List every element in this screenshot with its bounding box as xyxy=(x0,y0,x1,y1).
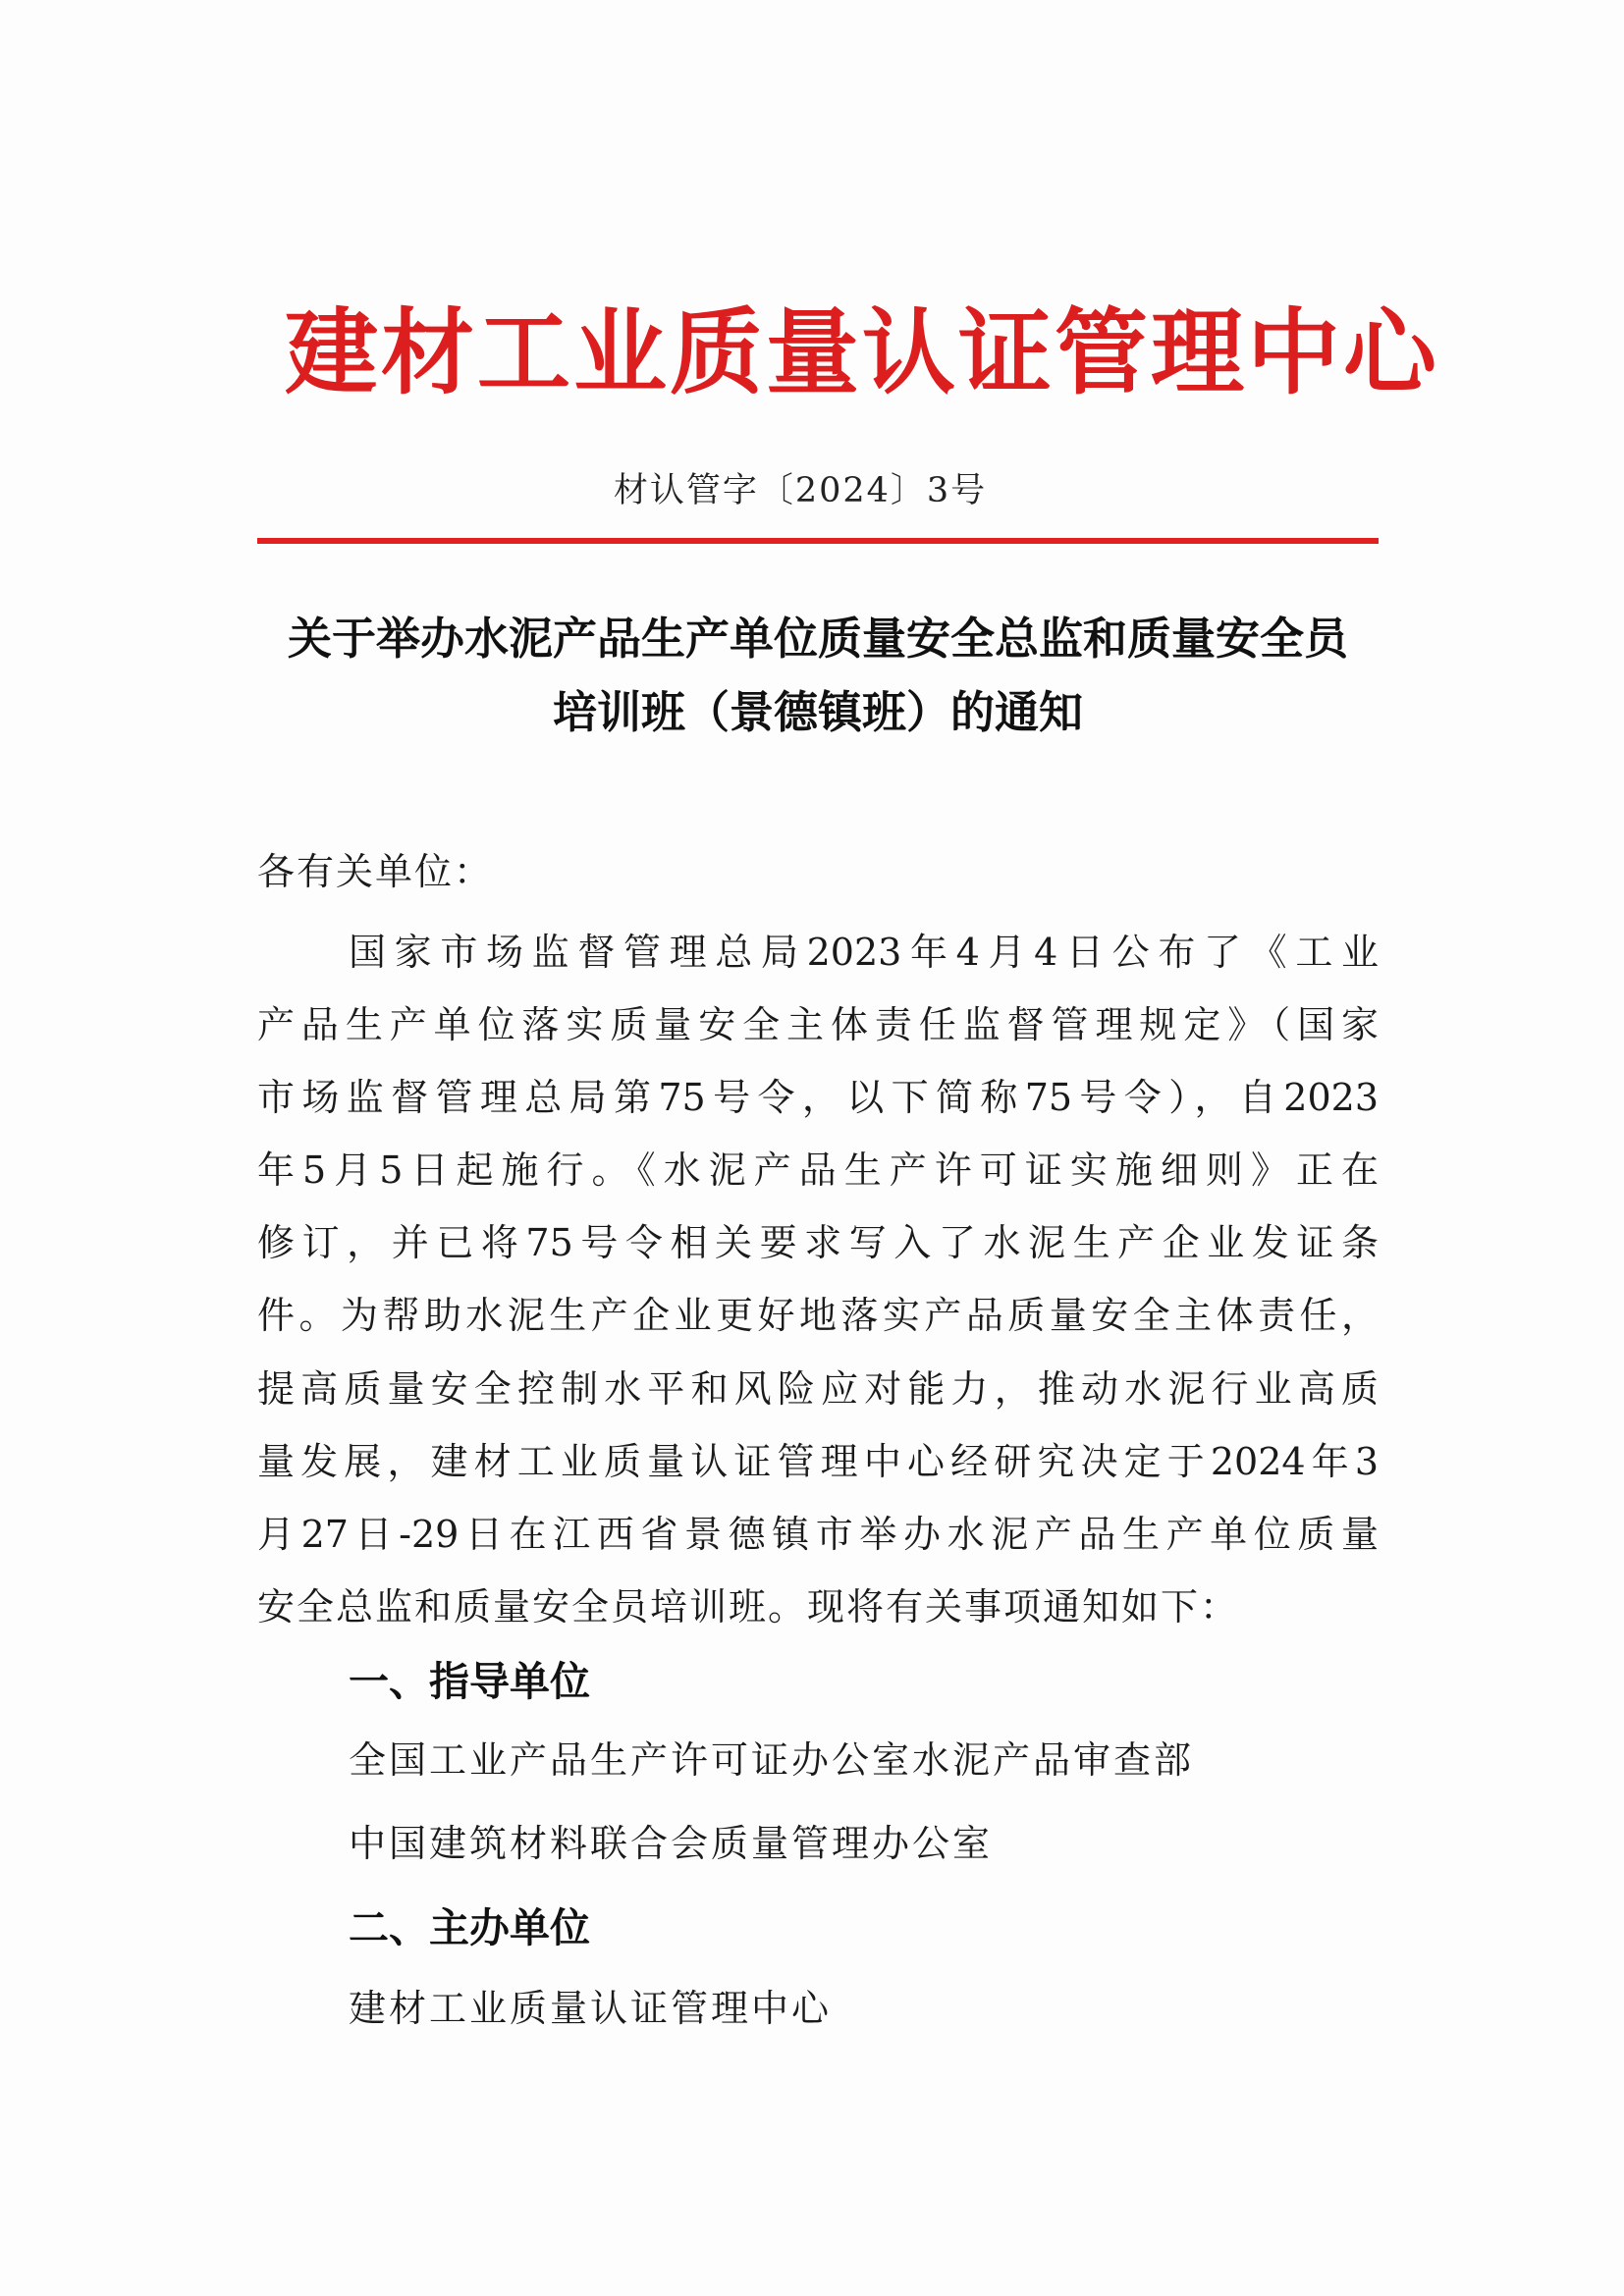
notice-title-line-2: 培训班（景德镇班）的通知 xyxy=(552,686,1083,738)
body-paragraph-line: 国家市场监督管理总局2023年4月4日公布了《工业 xyxy=(349,931,1379,974)
body-paragraph-line: 修订，并已将75号令相关要求写入了水泥生产企业发证条 xyxy=(257,1221,1379,1264)
salutation: 各有关单位： xyxy=(257,850,494,893)
guidance-unit-item: 全国工业产品生产许可证办公室水泥产品审查部 xyxy=(349,1738,1195,1782)
guidance-unit-item: 中国建筑材料联合会质量管理办公室 xyxy=(349,1822,994,1865)
issuing-organization-title: 建材工业质量认证管理中心 xyxy=(285,299,1440,407)
notice-title-line-1: 关于举办水泥产品生产单位质量安全总监和质量安全员 xyxy=(287,613,1348,665)
body-paragraph-line: 市场监督管理总局第75号令，以下简称75号令），自2023 xyxy=(257,1076,1379,1119)
organizer-unit-item: 建材工业质量认证管理中心 xyxy=(349,1987,833,2030)
body-paragraph-line: 安全总监和质量安全员培训班。现将有关事项通知如下： xyxy=(257,1585,1240,1629)
body-paragraph-line: 量发展，建材工业质量认证管理中心经研究决定于2024年3 xyxy=(257,1440,1379,1483)
section-heading-guidance-unit: 一、指导单位 xyxy=(349,1658,590,1705)
document-number: 材认管字〔2024〕3号 xyxy=(613,471,988,510)
body-paragraph-line: 提高质量安全控制水平和风险应对能力，推动水泥行业高质 xyxy=(257,1367,1379,1411)
body-paragraph-line: 件。为帮助水泥生产企业更好地落实产品质量安全主体责任， xyxy=(257,1294,1379,1337)
section-heading-organizer-unit: 二、主办单位 xyxy=(349,1904,590,1951)
red-divider-line xyxy=(257,538,1379,544)
body-paragraph-line: 产品生产单位落实质量安全主体责任监督管理规定》（国家 xyxy=(257,1003,1379,1046)
body-paragraph-line: 年5月5日起施行。《水泥产品生产许可证实施细则》正在 xyxy=(257,1148,1379,1192)
body-paragraph-line: 月27日-29日在江西省景德镇市举办水泥产品生产单位质量 xyxy=(257,1513,1379,1556)
